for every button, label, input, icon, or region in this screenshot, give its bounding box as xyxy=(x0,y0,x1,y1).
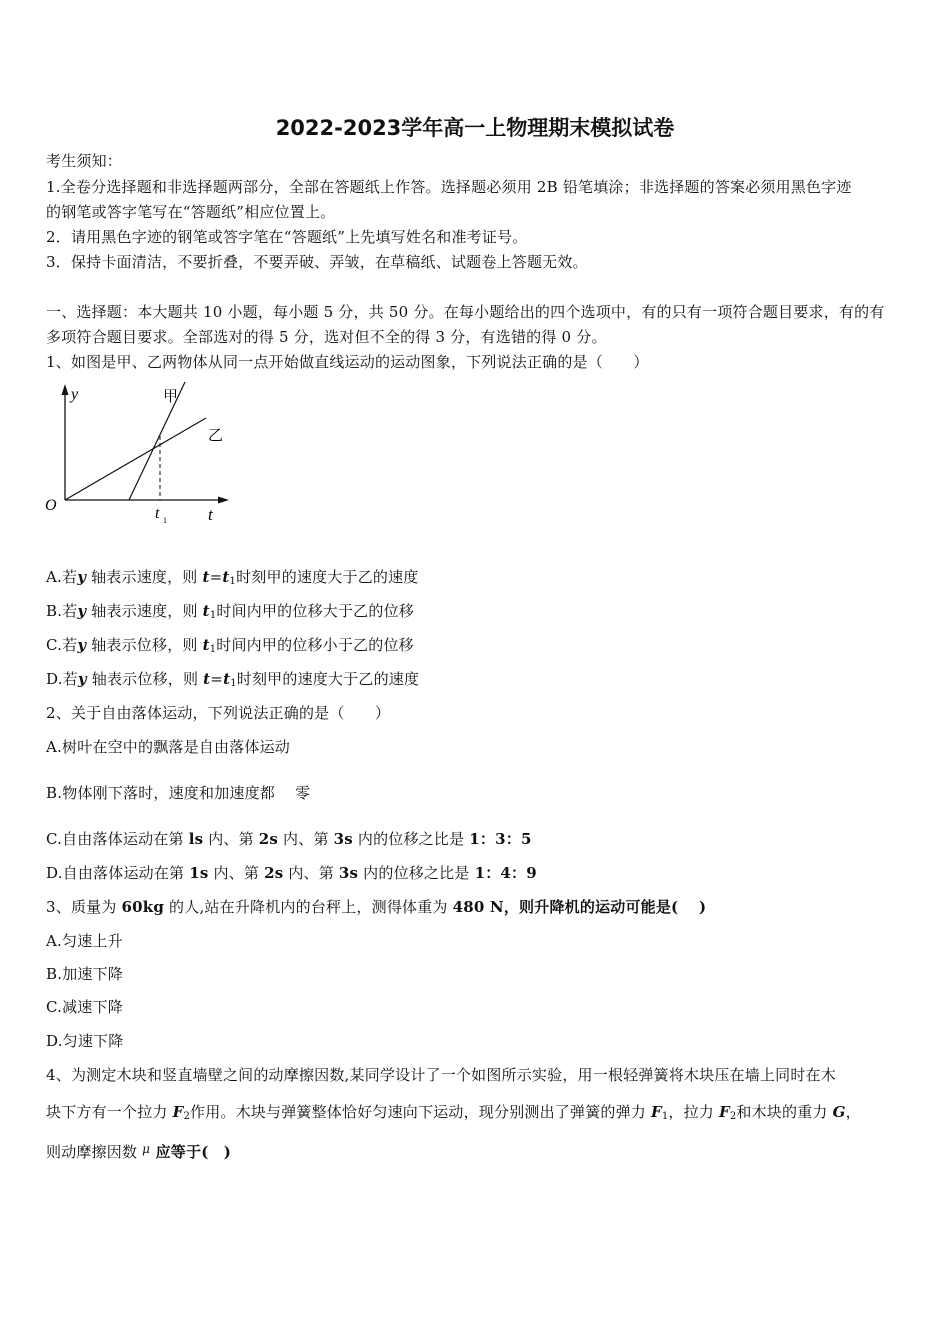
notice-item-1a: 1.全卷分选择题和非选择题两部分，全部在答题纸上作答。选择题必须用 2B 铅笔填涂；非选择题的答案必须用黑色字迹 xyxy=(46,178,852,196)
question-1-stem: 1、如图是甲、乙两物体从同一点开始做直线运动的运动图象，下列说法正确的是（ ） xyxy=(46,353,649,371)
line-yi-label: 乙 xyxy=(208,428,224,444)
question-1-option-b[interactable]: B.若y 轴表示速度，则 $t_1$时间内甲的位移大于乙的位移 xyxy=(46,602,414,621)
question-4-stem-c: 则动摩擦因数 $^\mu$ 应等于( ) xyxy=(46,1142,231,1161)
question-4-stem-b: 块下方有一个拉力 $F_2$作用。木块与弹簧整体恰好匀速向下运动，现分别测出了弹簧的弹力 $F_1$，拉力 $F_2$和木块的重力 G， xyxy=(46,1103,861,1122)
t1-subscript: 1 xyxy=(163,516,167,525)
notice-item-3: 3．保持卡面清洁，不要折叠，不要弄破、弄皱，在草稿纸、试题卷上答题无效。 xyxy=(46,253,588,271)
question-3-option-a[interactable]: A.匀速上升 xyxy=(46,932,123,950)
notice-item-2: 2．请用黑色字迹的钢笔或答字笔在“答题纸”上先填写姓名和准考证号。 xyxy=(46,228,528,246)
motion-graph xyxy=(40,380,240,530)
question-1-option-a[interactable]: A.若y 轴表示速度，则 $t=t_1$时刻甲的速度大于乙的速度 xyxy=(46,568,419,587)
question-3-option-c[interactable]: C.减速下降 xyxy=(46,998,123,1016)
question-1-option-d[interactable]: D.若y 轴表示位移，则 $t=t_1$时刻甲的速度大于乙的速度 xyxy=(46,670,420,689)
origin-label: O xyxy=(45,497,57,514)
question-2-stem: 2、关于自由落体运动，下列说法正确的是（ ） xyxy=(46,704,391,722)
y-axis-label: y xyxy=(71,386,79,403)
x-axis-arrow xyxy=(218,497,229,504)
question-3-option-d[interactable]: D.匀速下降 xyxy=(46,1032,124,1050)
question-2-option-c[interactable]: C.自由落体运动在第 ls 内、第 2s 内、第 3s 内的位移之比是 1：3：5 xyxy=(46,830,532,848)
question-1-option-c[interactable]: C.若y 轴表示位移，则 $t_1$时间内甲的位移小于乙的位移 xyxy=(46,636,414,655)
question-3-stem: 3、质量为 60kg 的人,站在升降机内的台秤上，测得体重为 480 N，则升降机的运动可能是( ) xyxy=(46,898,707,916)
question-2-option-b[interactable]: B.物体刚下落时，速度和加速度都 零 xyxy=(46,784,311,802)
question-2-option-a[interactable]: A.树叶在空中的飘落是自由落体运动 xyxy=(46,738,291,756)
notice-item-1b: 的钢笔或答字笔写在“答题纸”相应位置上。 xyxy=(46,203,336,221)
notice-heading: 考生须知： xyxy=(46,152,123,170)
question-2-option-d[interactable]: D.自由落体运动在第 1s 内、第 2s 内、第 3s 内的位移之比是 1：4：9 xyxy=(46,864,537,882)
page-title: 2022-2023学年高一上物理期末模拟试卷 xyxy=(275,116,675,140)
question-3-option-b[interactable]: B.加速下降 xyxy=(46,965,123,983)
mu-symbol: μ xyxy=(142,1142,151,1156)
t1-label: t xyxy=(155,505,160,522)
y-axis-arrow xyxy=(62,384,69,395)
question-4-stem-a: 4、为测定木块和竖直墙壁之间的动摩擦因数,某同学设计了一个如图所示实验，用一根轻弹簧将木块压在墙上同时在木 xyxy=(46,1066,836,1084)
x-axis-label: t xyxy=(208,505,213,524)
line-jia-label: 甲 xyxy=(163,389,179,405)
section1-instructions-a: 一、选择题：本大题共 10 小题，每小题 5 分，共 50 分。在每小题给出的四个选项中，有的只有一项符合题目要求，有的有 xyxy=(46,303,885,321)
section1-instructions-b: 多项符合题目要求。全部选对的得 5 分，选对但不全的得 3 分，有选错的得 0 分。 xyxy=(46,328,607,346)
